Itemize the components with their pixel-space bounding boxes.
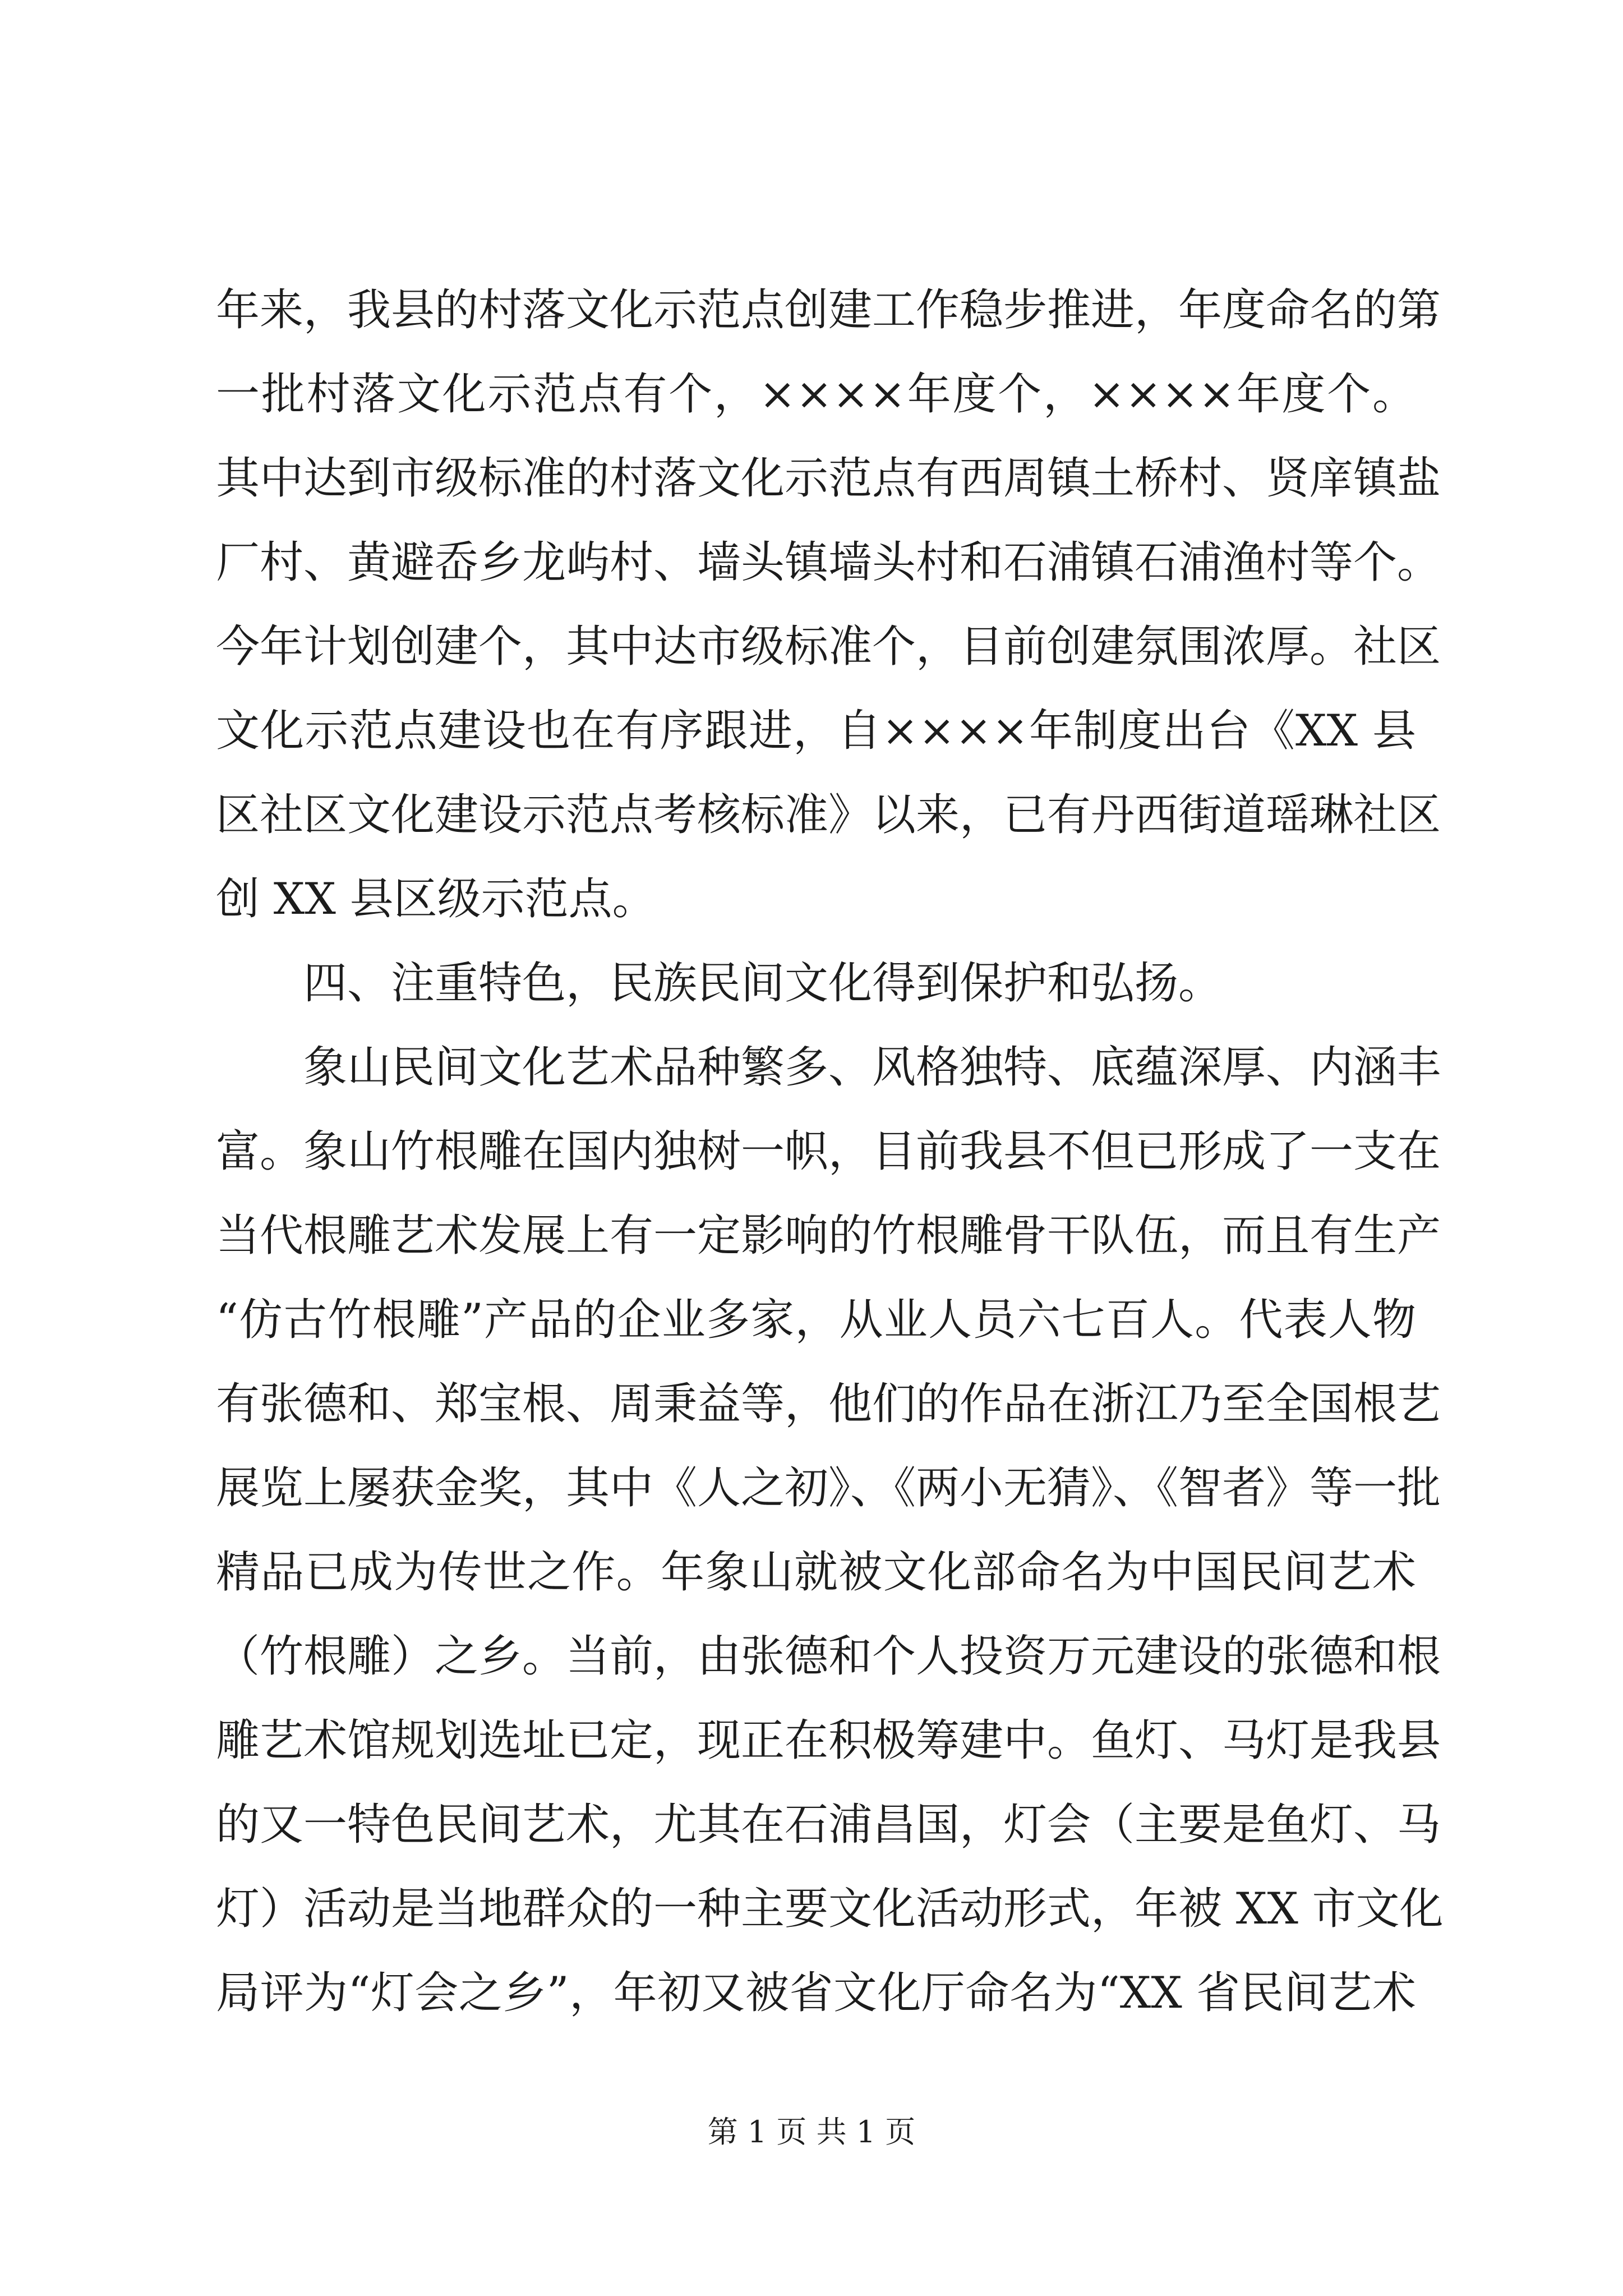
text-line: 精品已成为传世之作。年象山就被文化部命名为中国民间艺术 [216,1547,1416,1598]
text-line: 局评为“灯会之乡”，年初又被省文化厅命名为“XX 省民间艺术 [216,1968,1416,2018]
text-line: 灯）活动是当地群众的一种主要文化活动形式，年被 XX 市文化 [216,1884,1444,1934]
document-body [216,268,1444,2035]
text-line: 富。象山竹根雕在国内独树一帜，目前我县不但已形成了一支在 [216,1126,1441,1177]
text-line: （竹根雕）之乡。当前，由张德和个人投资万元建设的张德和根 [216,1631,1441,1682]
text-line: “仿古竹根雕”产品的企业多家，从业人员六七百人。代表人物 [216,1295,1416,1345]
text-line: 的又一特色民间艺术，尤其在石浦昌国，灯会（主要是鱼灯、马 [216,1800,1441,1850]
text-line: 雕艺术馆规划选址已定，现正在积极筹建中。鱼灯、马灯是我县 [216,1715,1441,1766]
text-line: 有张德和、郑宝根、周秉益等，他们的作品在浙江乃至全国根艺 [216,1379,1441,1429]
text-line: 展览上屡获金奖，其中《人之初》、《两小无猜》、《智者》等一批 [216,1463,1441,1513]
text-line: 当代根雕艺术发展上有一定影响的竹根雕骨干队伍，而且有生产 [216,1211,1441,1261]
text-line: 文化示范点建设也在有序跟进，自××××年制度出台《XX 县 [216,706,1416,756]
section-heading: 四、注重特色，民族民间文化得到保护和弘扬。 [303,958,1223,1009]
text-line: 区社区文化建设示范点考核标准》以来，已有丹西街道瑶琳社区 [216,790,1441,840]
text-line: 一批村落文化示范点有个，××××年度个，××××年度个。 [216,369,1416,420]
text-line: 其中达到市级标准的村落文化示范点有西周镇土桥村、贤庠镇盐 [216,453,1441,504]
paragraph-first-line: 象山民间文化艺术品种繁多、风格独特、底蕴深厚、内涵丰 [303,1042,1441,1093]
page-footer: 第 1 页 共 1 页 [707,2114,916,2150]
text-line: 厂村、黄避岙乡龙屿村、墙头镇墙头村和石浦镇石浦渔村等个。 [216,537,1441,588]
text-line: 今年计划创建个，其中达市级标准个，目前创建氛围浓厚。社区 [216,622,1441,672]
text-line: 年来，我县的村落文化示范点创建工作稳步推进，年度命名的第 [216,285,1441,335]
text-line: 创 XX 县区级示范点。 [216,874,656,924]
